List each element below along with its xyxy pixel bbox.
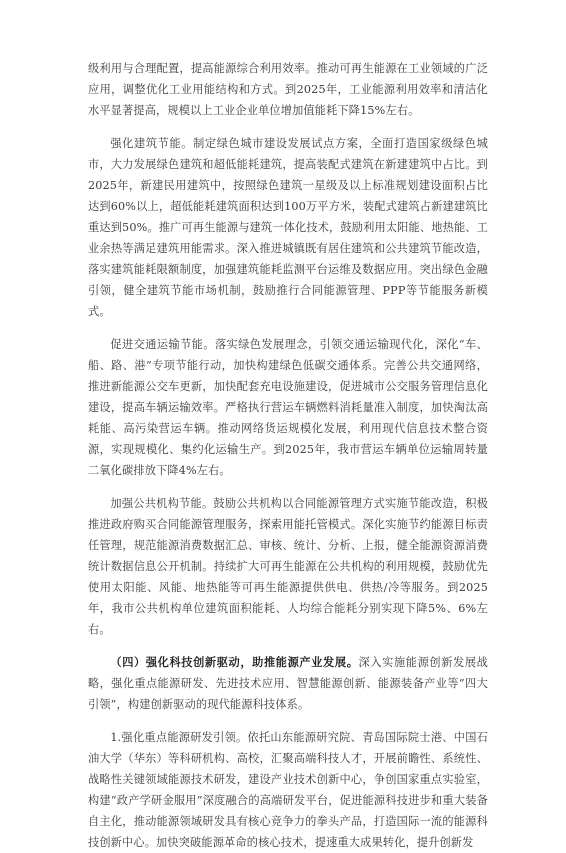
paragraph-transport-energy: 促进交通运输节能。落实绿色发展理念，引领交通运输现代化，深化“车、船、路、港”专项节能行动，加快构建绿色低碳交通体系。完善公共交通网络，推进新能源公交车更新，加快配套充电设施建设，促进城市公交服务管理信息化建设，提高车辆运输效率。严格执行营运车辆燃料消耗量准入制度，加快淘汰高耗能、高污染营运车辆。推动网络货运规模化发展，利用现代信息技术整合资源，实现规模化、集约化运输生产。到2025年，我市营运车辆单位运输周转量二氧化碳排放下降4%左右。 [88,338,488,477]
section-heading: （四）强化科技创新驱动，助推能源产业发展。 [110,655,359,669]
paragraph-gap [88,121,488,133]
paragraph-research-lead: 1.强化重点能源研发引领。依托山东能源研究院、青岛国际院士港、中国石油大学（华东）等科研机构、高校，汇聚高端科技人才，开展前瞻性、系统性、战略性关键领域能源技术研发，建设产业技术创新中心，争创国家重点实验室，构建“政产学研金服用”深度融合的高端研发平台，促进能源科技进步和重大装备自主化，推动能源领域研发具有核心竞争力的拳头产品，打造国际一流的能源科技创新中心。加快突破能源革命的核心技术，提速重大成果转化，提升创新发 [88,731,488,849]
paragraph-building-energy: 强化建筑节能。制定绿色城市建设发展试点方案，全面打造国家级绿色城市，大力发展绿色建筑和超低能耗建筑，提高装配式建筑在新建建筑中占比。到2025年，新建民用建筑中，按照绿色建筑一星级及以上标准规划建设面积占比达到60%以上，超低能耗建筑面积达到100万平方米，装配式建筑占新建建筑比重达到50%。推广可再生能源与建筑一体化技术，鼓励利用太阳能、地热能、工业余热等满足建筑用能需求。深入推进城镇既有居住建筑和公共建筑节能改造，落实建筑能耗限额制度，加强建筑能耗监测平台运维及数据应用。突出绿色金融引领，健全建筑节能市场机制，鼓励推行合同能源管理、PPP等节能服务新模式。 [88,137,488,318]
paragraph-gap [88,322,488,334]
paragraph-gap [88,481,488,493]
paragraph-continuation: 级利用与合理配置，提高能源综合利用效率。推动可再生能源在工业领域的广泛应用，调整优化工业用能结构和方式。到2025年，工业能源利用效率和清洁化水平显著提高，规模以上工业企业单位增加值能耗下降15%左右。 [88,62,488,117]
paragraph-public-institution-energy: 加强公共机构节能。鼓励公共机构以合同能源管理方式实施节能改造，积极推进政府购买合同能源管理服务，探索用能托管模式。深化实施节约能源目标责任管理，规范能源消费数据汇总、审核、统计、分析、上报，健全能源资源消费统计数据信息公开机制。持续扩大可再生能源在公共机构的利用规模，鼓励优先使用太阳能、风能、地热能等可再生能源提供供电、供热/冷等服务。到2025年，我市公共机构单位建筑面积能耗、人均综合能耗分别实现下降5%、6%左右。 [88,497,488,636]
section-body: 深入实施能源创新发展战略，强化重点能源研发、先进技术应用、智慧能源创新、能源装备产业等“四大引领”，构建创新驱动的现代能源科技体系。 [88,656,489,711]
paragraph-gap [88,640,488,652]
paragraph-gap [88,715,488,727]
paragraph-section-four [88,652,488,715]
